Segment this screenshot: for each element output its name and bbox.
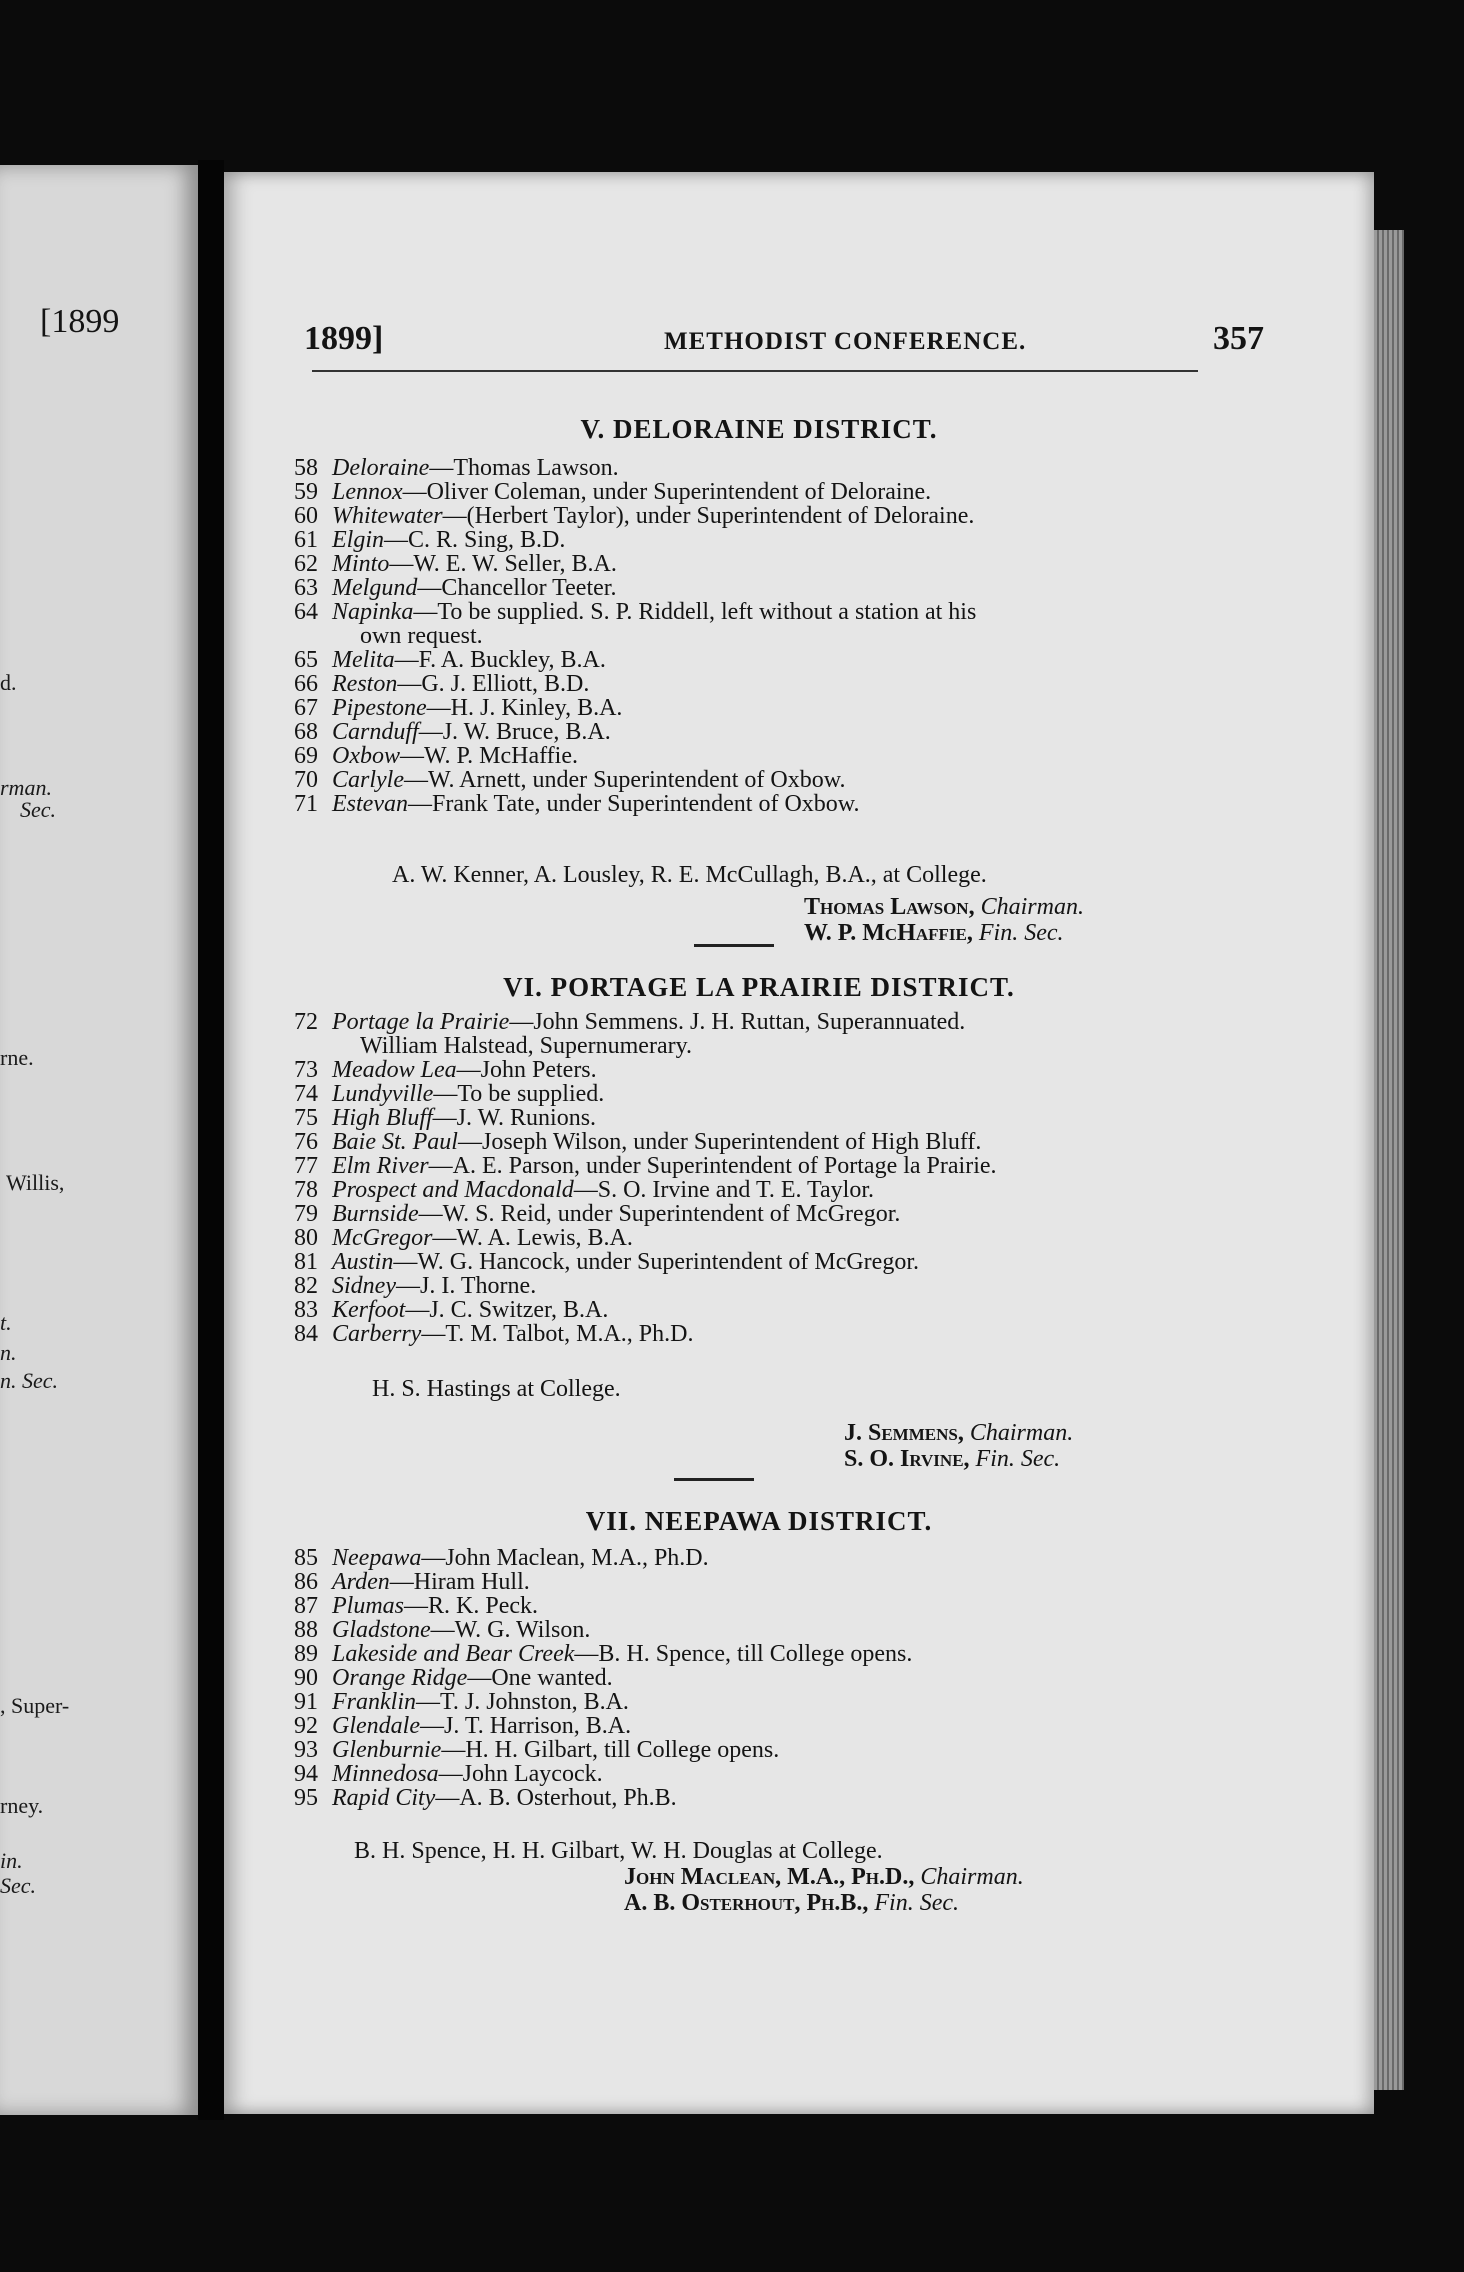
chairman-signature [624,1864,1024,1891]
appointment-entry [294,1082,1254,1106]
station-name: Estevan [332,791,408,817]
finsec-role: Fin. Sec. [874,1890,960,1916]
appointment-text: —Thomas Lawson. [429,455,619,481]
entry-number: 93 [294,1737,318,1763]
station-name: McGregor [332,1225,433,1251]
entry-number: 85 [294,1545,318,1571]
district-entries [294,456,1254,816]
entry-number: 66 [294,671,318,697]
appointment-text: —To be supplied. [433,1081,605,1107]
appointment-entry [294,1298,1254,1322]
finsec-name: S. O. Irvine, [844,1446,970,1472]
left-page-year: [1899 [40,303,120,340]
appointment-text: —John Maclean, M.A., Ph.D. [421,1545,709,1571]
appointment-text: —W. A. Lewis, B.A. [432,1225,633,1251]
station-name: Orange Ridge [332,1665,468,1691]
chairman-name: J. Semmens, [844,1420,964,1446]
appointment-entry [294,1642,1254,1666]
entry-number: 61 [294,527,318,553]
district-heading: V. DELORAINE DISTRICT. [580,414,938,444]
appointment-text: —J. I. Thorne. [395,1273,537,1299]
appointment-entry [294,792,1254,816]
station-name: Oxbow [332,743,400,769]
appointment-entry [294,1058,1254,1082]
appointment-text: —W. G. Hancock, under Superintendent of McGregor. [393,1249,919,1275]
appointment-text: —John Laycock. [438,1761,603,1787]
entry-number: 62 [294,551,318,577]
station-name: Sidney [332,1273,396,1299]
appointment-text: —One wanted. [467,1665,613,1691]
entry-number: 64 [294,599,318,625]
appointment-entry [294,600,1254,624]
station-name: Whitewater [332,503,443,529]
entry-number: 83 [294,1297,318,1323]
left-fragment: t. [0,1310,12,1335]
station-name: High Bluff [332,1105,433,1131]
entry-number: 82 [294,1273,318,1299]
appointment-text: —F. A. Buckley, B.A. [394,647,606,673]
left-fragment: Sec. [20,797,57,822]
appointment-entry [294,456,1254,480]
appointment-entry [294,720,1254,744]
chairman-role: Chairman. [969,1420,1074,1446]
appointment-text: —J. W. Runions. [432,1105,597,1131]
district-heading: VI. PORTAGE LA PRAIRIE DISTRICT. [503,972,1015,1002]
running-header [304,320,1264,370]
entry-number: 59 [294,479,318,505]
station-name: Lennox [332,479,403,505]
finsec-signature [844,1446,1060,1473]
appointment-text: —To be supplied. S. P. Riddell, left without a station at his [413,599,977,625]
appointment-entry [294,528,1254,552]
entry-number: 88 [294,1617,318,1643]
left-fragment: d. [0,670,17,695]
appointment-entry [294,1178,1254,1202]
appointment-entry [294,1594,1254,1618]
station-name: Neepawa [332,1545,422,1571]
left-fragment: n. Sec. [0,1368,59,1393]
district-entries [294,1546,1254,1810]
appointment-entry [294,1546,1254,1570]
entry-number: 72 [294,1009,318,1035]
station-name: Minto [332,551,390,577]
appointment-text: —Hiram Hull. [389,1569,530,1595]
appointment-entry [294,1322,1254,1346]
entry-number: 60 [294,503,318,529]
header-rule [312,370,1198,372]
appointment-entry [294,1738,1254,1762]
left-fragment: Sec. [0,1873,37,1898]
station-name: Minnedosa [332,1761,439,1787]
station-name: Lakeside and Bear Creek [332,1641,575,1667]
district-entries [294,1010,1254,1346]
appointment-text: —W. Arnett, under Superintendent of Oxbow. [404,767,846,793]
appointment-text: —H. J. Kinley, B.A. [426,695,623,721]
entry-number: 77 [294,1153,318,1179]
appointment-entry [294,1762,1254,1786]
college-note: A. W. Kenner, A. Lousley, R. E. McCullagh, B.A., at College. [392,862,987,888]
appointment-entry [294,1010,1254,1034]
appointment-text: —(Herbert Taylor), under Superintendent of Deloraine. [442,503,975,529]
entry-number: 69 [294,743,318,769]
entry-number: 92 [294,1713,318,1739]
appointment-entry [294,672,1254,696]
book-gutter [198,160,224,2120]
appointment-continuation: own request. [360,623,483,649]
station-name: Burnside [332,1201,419,1227]
appointment-text: —W. E. W. Seller, B.A. [389,551,617,577]
station-name: Carnduff [332,719,419,745]
left-fragment: rne. [0,1045,34,1070]
station-name: Kerfoot [332,1297,406,1323]
station-name: Glendale [332,1713,420,1739]
station-name: Austin [332,1249,394,1275]
station-name: Elm River [332,1153,429,1179]
left-fragment: in. [0,1848,23,1873]
entry-number: 86 [294,1569,318,1595]
left-fragment: rman. [0,775,52,800]
college-note: H. S. Hastings at College. [372,1376,621,1402]
appointment-text: —John Semmens. J. H. Ruttan, Superannuated. [509,1009,966,1035]
appointment-entry [294,1202,1254,1226]
entry-number: 89 [294,1641,318,1667]
entry-number: 63 [294,575,318,601]
entry-number: 58 [294,455,318,481]
left-page [0,165,198,2115]
station-name: Deloraine [332,455,430,481]
appointment-entry [294,480,1254,504]
appointment-text: —T. J. Johnston, B.A. [416,1689,629,1715]
entry-number: 74 [294,1081,318,1107]
header-title: METHODIST CONFERENCE. [664,328,1027,355]
finsec-name: W. P. McHaffie, [804,920,973,946]
appointment-text: —R. K. Peck. [404,1593,538,1619]
appointment-text: —Chancellor Teeter. [417,575,617,601]
finsec-role: Fin. Sec. [978,920,1064,946]
page-number: 357 [1213,320,1264,357]
appointment-entry [294,1154,1254,1178]
station-name: Glenburnie [332,1737,442,1763]
appointment-entry [294,768,1254,792]
entry-number: 84 [294,1321,318,1347]
appointment-entry [294,744,1254,768]
appointment-entry [294,504,1254,528]
header-year: 1899] [304,320,384,357]
appointment-text: —J. C. Switzer, B.A. [405,1297,609,1323]
entry-number: 67 [294,695,318,721]
entry-number: 79 [294,1201,318,1227]
entry-number: 78 [294,1177,318,1203]
station-name: Pipestone [332,695,427,721]
station-name: Arden [332,1569,390,1595]
entry-number: 87 [294,1593,318,1619]
appointment-entry [294,576,1254,600]
station-name: Baie St. Paul [332,1129,458,1155]
appointment-text: —A. E. Parson, under Superintendent of Portage la Prairie. [428,1153,997,1179]
appointment-entry [294,648,1254,672]
appointment-entry [294,1618,1254,1642]
entry-number: 76 [294,1129,318,1155]
appointment-text: —W. G. Wilson. [430,1617,591,1643]
appointment-text: —W. S. Reid, under Superintendent of McGregor. [418,1201,901,1227]
entry-number: 80 [294,1225,318,1251]
entry-number: 95 [294,1785,318,1811]
appointment-entry [294,1786,1254,1810]
appointment-text: —H. H. Gilbart, till College opens. [441,1737,780,1763]
appointment-continuation: William Halstead, Supernumerary. [360,1033,693,1059]
left-fragment: n. [0,1340,17,1365]
station-name: Meadow Lea [332,1057,457,1083]
chairman-name: Thomas Lawson, [804,894,975,920]
chairman-role: Chairman. [980,894,1084,920]
left-fragment: Willis, [6,1170,65,1195]
entry-number: 73 [294,1057,318,1083]
entry-number: 94 [294,1761,318,1787]
appointment-text: —C. R. Sing, B.D. [384,527,566,553]
appointment-entry [294,1250,1254,1274]
station-name: Elgin [332,527,384,553]
appointment-text: —John Peters. [456,1057,597,1083]
appointment-entry [294,1274,1254,1298]
station-name: Gladstone [332,1617,431,1643]
appointment-entry [294,552,1254,576]
appointment-entry [294,696,1254,720]
appointment-text: —T. M. Talbot, M.A., Ph.D. [421,1321,694,1347]
appointment-entry [294,1226,1254,1250]
section-divider [694,944,774,947]
appointment-entry [294,1106,1254,1130]
appointment-text: —G. J. Elliott, B.D. [397,671,590,697]
entry-number: 75 [294,1105,318,1131]
station-name: Reston [332,671,398,697]
section-divider [674,1478,754,1481]
finsec-name: A. B. Osterhout, Ph.B., [624,1890,869,1916]
appointment-text: —Oliver Coleman, under Superintendent of Deloraine. [402,479,932,505]
appointment-text: —W. P. McHaffie. [400,743,578,769]
station-name: Melita [332,647,395,673]
chairman-signature [844,1420,1073,1447]
appointment-entry [294,1666,1254,1690]
appointment-entry [294,1130,1254,1154]
entry-number: 71 [294,791,318,817]
appointment-text: —J. W. Bruce, B.A. [418,719,611,745]
left-fragment: , Super- [0,1693,70,1718]
entry-number: 91 [294,1689,318,1715]
district-heading: VII. NEEPAWA DISTRICT. [585,1506,933,1536]
appointment-entry [294,1714,1254,1738]
station-name: Portage la Prairie [332,1009,510,1035]
entry-number: 65 [294,647,318,673]
page-edge [1374,230,1404,2090]
left-fragment: rney. [0,1793,44,1818]
main-page [224,172,1374,2114]
appointment-text: —Joseph Wilson, under Superintendent of High Bluff. [457,1129,982,1155]
station-name: Carberry [332,1321,422,1347]
station-name: Franklin [332,1689,416,1715]
station-name: Plumas [332,1593,404,1619]
finsec-signature [624,1890,959,1917]
appointment-text: —B. H. Spence, till College opens. [574,1641,913,1667]
chairman-role: Chairman. [920,1864,1024,1890]
entry-number: 68 [294,719,318,745]
station-name: Carlyle [332,767,404,793]
appointment-text: —Frank Tate, under Superintendent of Oxbow. [407,791,860,817]
station-name: Melgund [332,575,418,601]
appointment-text: —S. O. Irvine and T. E. Taylor. [573,1177,875,1203]
appointment-entry [294,1570,1254,1594]
station-name: Lundyville [332,1081,434,1107]
station-name: Prospect and Macdonald [332,1177,574,1203]
station-name: Rapid City [332,1785,436,1811]
college-note: B. H. Spence, H. H. Gilbart, W. H. Douglas at College. [354,1838,883,1864]
appointment-text: —J. T. Harrison, B.A. [419,1713,632,1739]
chairman-name: John Maclean, M.A., Ph.D., [624,1864,915,1890]
chairman-signature [804,894,1084,921]
entry-number: 81 [294,1249,318,1275]
appointment-text: —A. B. Osterhout, Ph.B. [435,1785,677,1811]
entry-number: 70 [294,767,318,793]
entry-number: 90 [294,1665,318,1691]
appointment-entry [294,1690,1254,1714]
finsec-signature [804,920,1064,947]
station-name: Napinka [332,599,414,625]
finsec-role: Fin. Sec. [975,1446,1061,1472]
